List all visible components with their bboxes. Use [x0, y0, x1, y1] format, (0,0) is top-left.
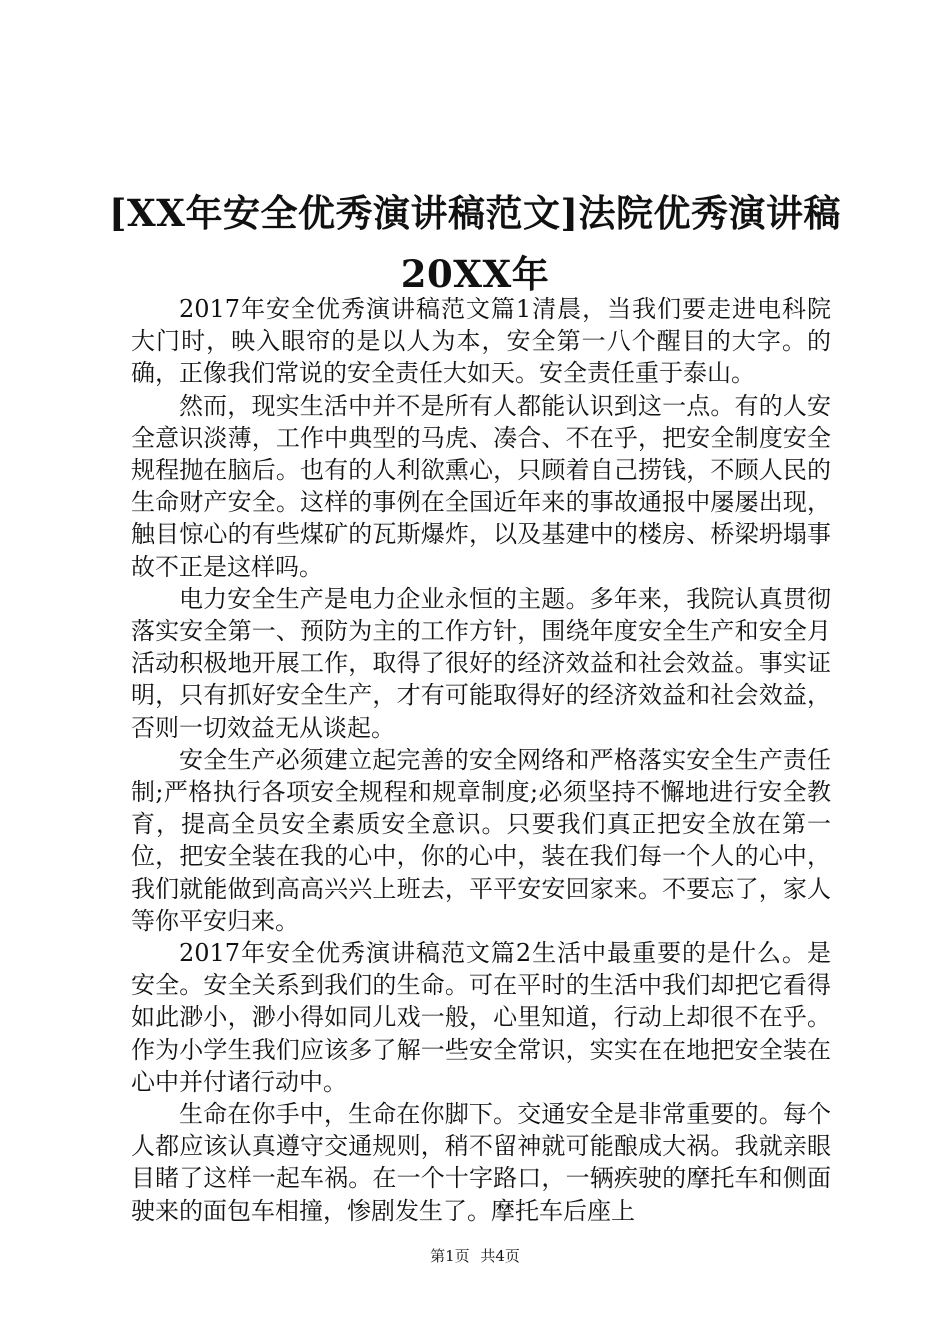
document-title-continued: 20XX年	[400, 252, 550, 296]
paragraph: 2017年安全优秀演讲稿范文篇2生活中最重要的是什么。是安全。安全关系到我们的生命。可在平时的生活中我们却把它看得如此渺小，渺小得如同儿戏一般，心里知道，行动上却很不在乎。作为小学生我们应该多了解一些安全常识，实实在在地把安全装在心中并付诸行动中。	[131, 939, 831, 1096]
page-number: 第1页	[430, 1247, 470, 1265]
page-total: 共4页	[480, 1247, 520, 1265]
paragraph: 然而，现实生活中并不是所有人都能认识到这一点。有的人安全意识淡薄，工作中典型的马虎、凑合、不在乎，把安全制度安全规程抛在脑后。也有的人利欲熏心，只顾着自己捞钱，不顾人民的生命财产安全。这样的事例在全国近年来的事故通报中屡屡出现，触目惊心的有些煤矿的瓦斯爆炸，以及基建中的楼房、桥梁坍塌事故不正是这样吗。	[131, 391, 831, 581]
paragraph: 2017年安全优秀演讲稿范文篇1清晨，当我们要走进电科院大门时，映入眼帘的是以人为本，安全第一八个醒目的大字。的确，正像我们常说的安全责任大如天。安全责任重于泰山。	[131, 295, 831, 388]
paragraph: 安全生产必须建立起完善的安全网络和严格落实安全生产责任制;严格执行各项安全规程和规章制度;必须坚持不懈地进行安全教育，提高全员安全素质安全意识。只要我们真正把安全放在第一位，把安全装在我的心中，你的心中，装在我们每一个人的心中，我们就能做到高高兴兴上班去，平平安安回家来。不要忘了，家人等你平安归来。	[131, 745, 831, 935]
page-footer	[0, 1245, 950, 1266]
paragraph: 生命在你手中，生命在你脚下。交通安全是非常重要的。每个人都应该认真遵守交通规则，稍不留神就可能酿成大祸。我就亲眼目睹了这样一起车祸。在一个十字路口，一辆疾驶的摩托车和侧面驶来的面包车相撞，惨剧发生了。摩托车后座上	[131, 1100, 831, 1225]
document-title: [XX年安全优秀演讲稿范文]法院优秀演讲稿	[109, 191, 841, 235]
paragraph: 电力安全生产是电力企业永恒的主题。多年来，我院认真贯彻落实安全第一、预防为主的工作方针，围绕年度安全生产和安全月活动积极地开展工作，取得了很好的经济效益和社会效益。事实证明，只有抓好安全生产，才有可能取得好的经济效益和社会效益，否则一切效益无从谈起。	[131, 584, 831, 742]
document-body	[131, 293, 831, 1227]
